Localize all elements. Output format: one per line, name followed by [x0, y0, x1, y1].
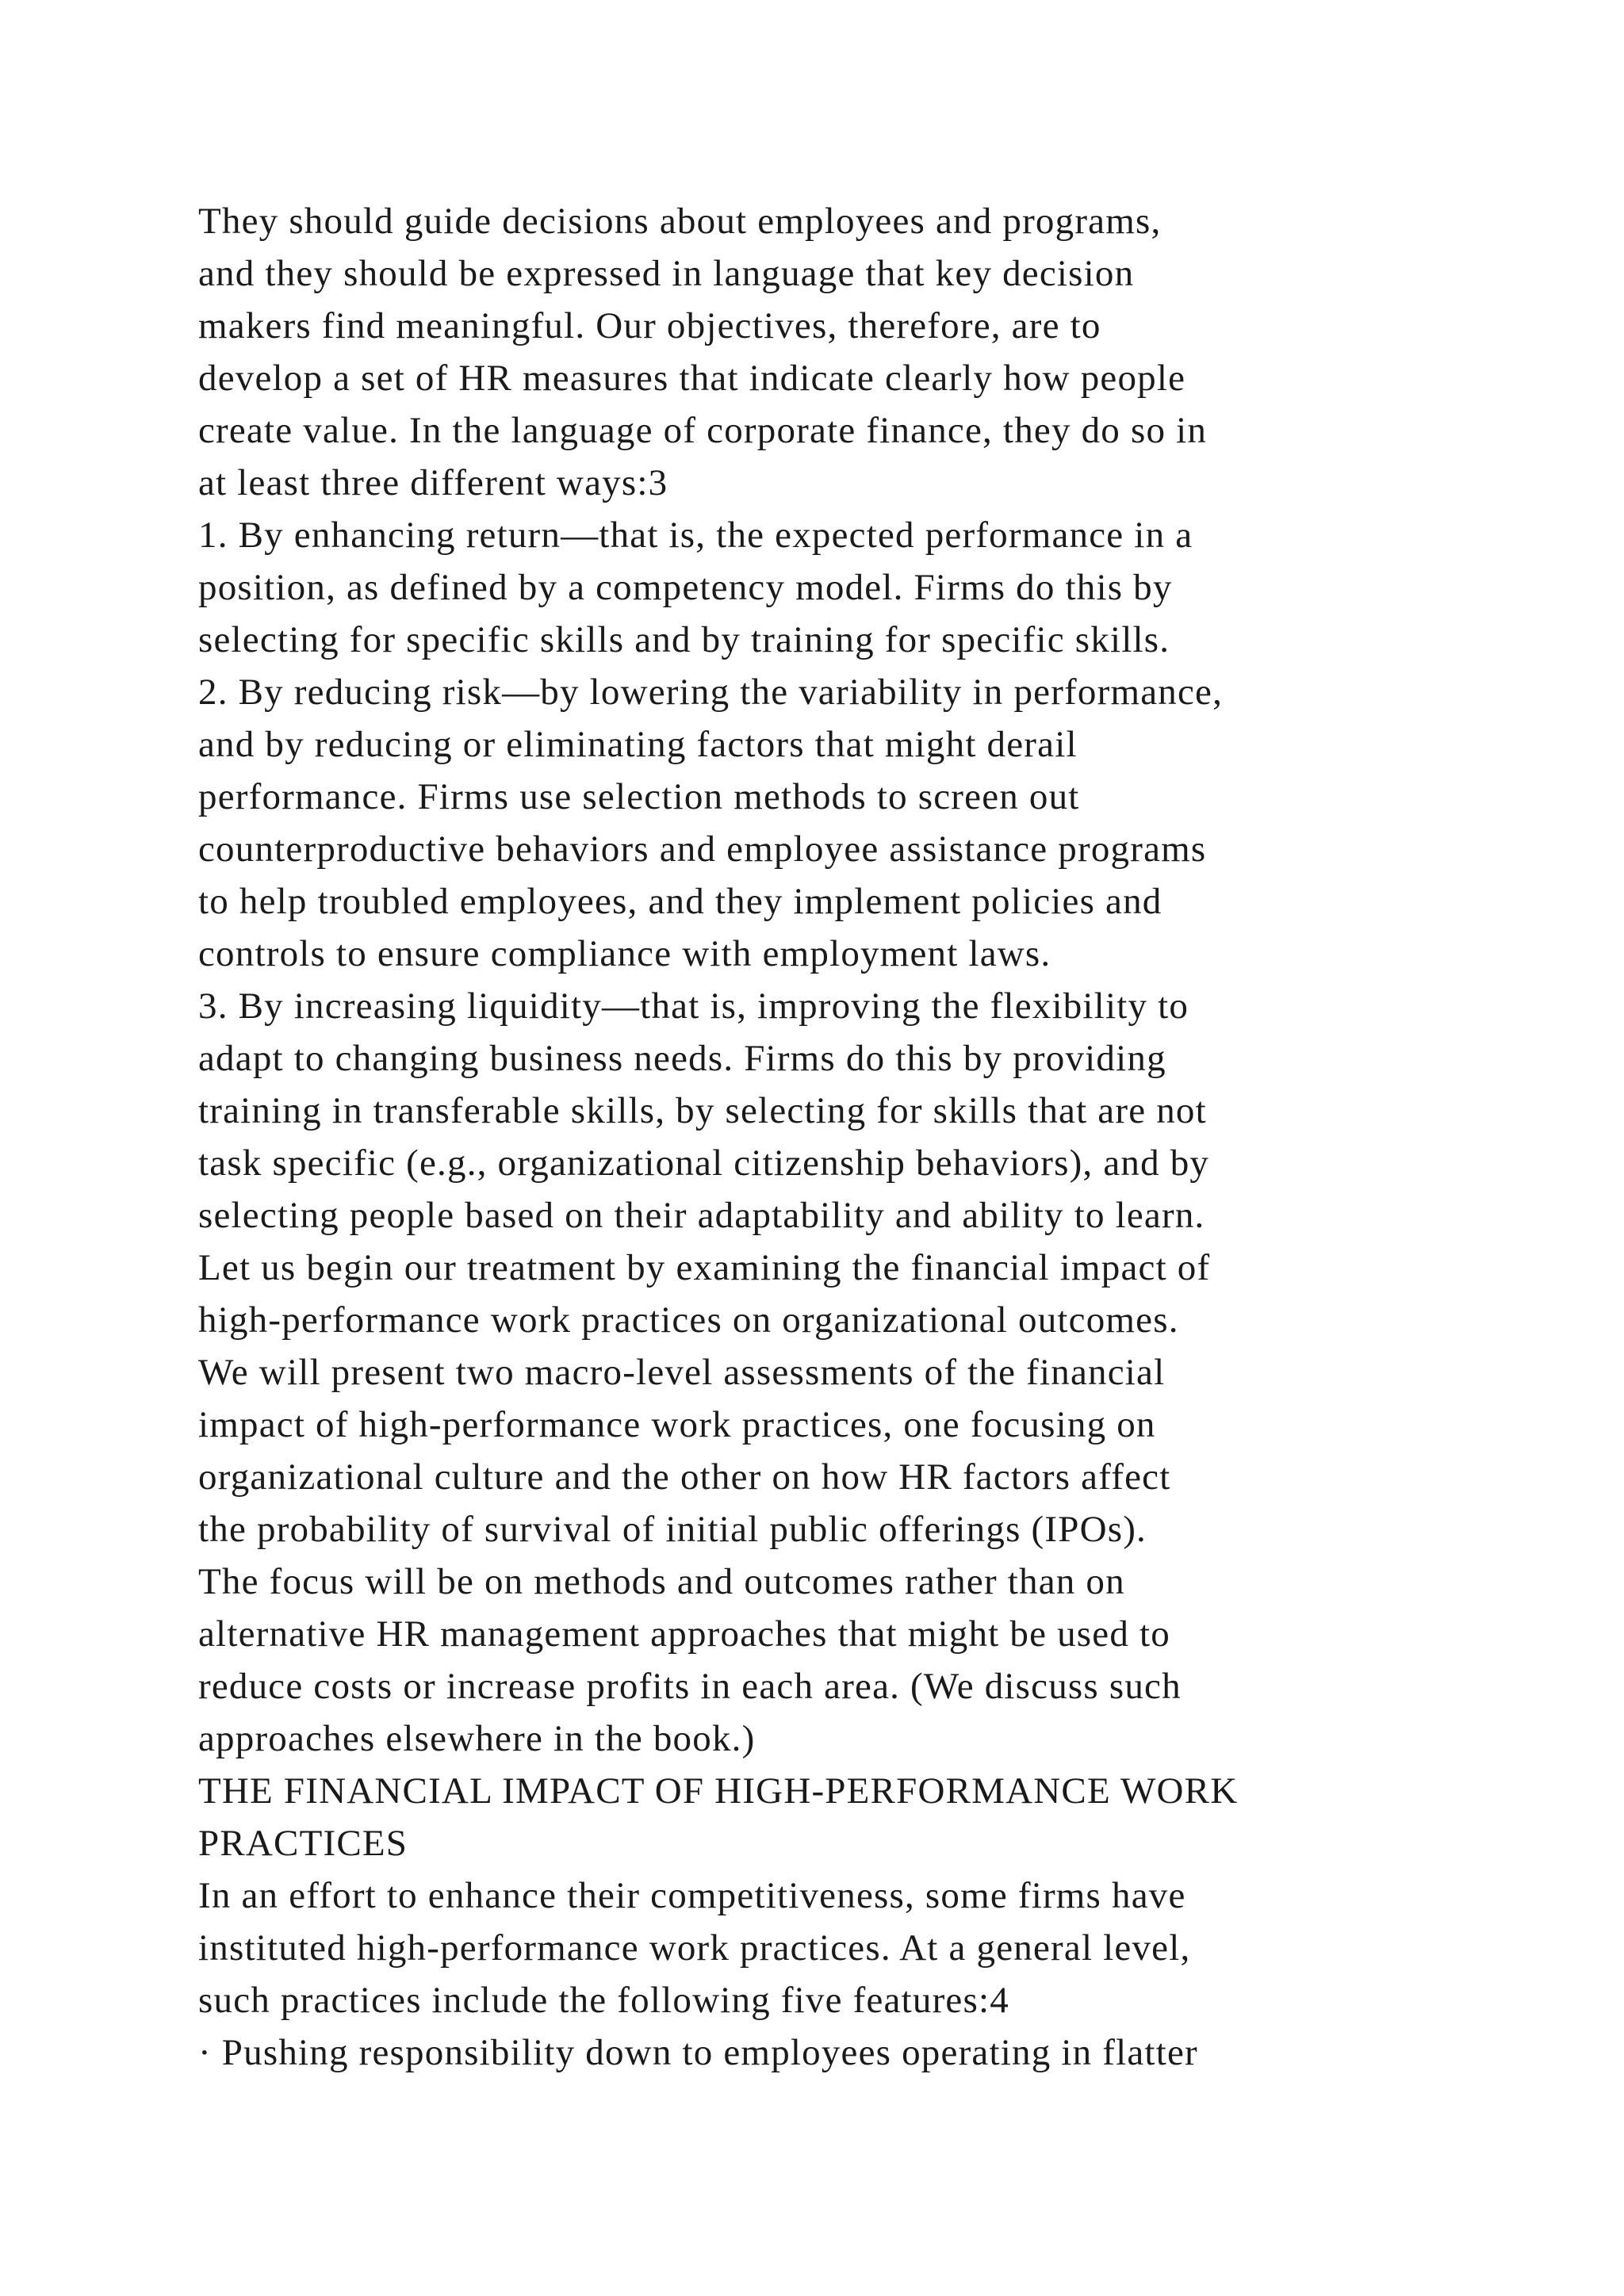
text-line: develop a set of HR measures that indicate clearly how people — [198, 358, 1186, 399]
text-line: alternative HR management approaches that might be used to — [198, 1613, 1170, 1655]
section-heading-line: THE FINANCIAL IMPACT OF HIGH-PERFORMANCE WORK — [198, 1770, 1239, 1812]
text-line: impact of high-performance work practices, one focusing on — [198, 1404, 1156, 1445]
list-item-line: counterproductive behaviors and employee assistance programs — [198, 828, 1207, 870]
list-item-line: controls to ensure compliance with employment laws. — [198, 933, 1051, 974]
list-item-line: position, as defined by a competency model. Firms do this by — [198, 567, 1173, 608]
list-item-line: training in transferable skills, by selecting for skills that are not — [198, 1090, 1207, 1131]
body-text — [198, 195, 1499, 2079]
list-item-line: 1. By enhancing return—that is, the expected performance in a — [198, 515, 1193, 556]
text-line: In an effort to enhance their competitiveness, some firms have — [198, 1875, 1186, 1916]
list-item-line: to help troubled employees, and they implement policies and — [198, 881, 1162, 922]
text-line: We will present two macro-level assessments of the financial — [198, 1352, 1166, 1393]
section-heading-line: PRACTICES — [198, 1823, 408, 1864]
text-line: and they should be expressed in language that key decision — [198, 253, 1135, 294]
list-item-line: 2. By reducing risk—by lowering the variability in performance, — [198, 672, 1224, 713]
list-item-line: performance. Firms use selection methods to screen out — [198, 776, 1080, 817]
list-item-line: adapt to changing business needs. Firms do this by providing — [198, 1038, 1166, 1079]
list-item-line: task specific (e.g., organizational citizenship behaviors), and by — [198, 1142, 1210, 1184]
text-line: high-performance work practices on organizational outcomes. — [198, 1299, 1179, 1341]
text-line: makers find meaningful. Our objectives, therefore, are to — [198, 305, 1101, 346]
text-line: such practices include the following five features:4 — [198, 1980, 1009, 2021]
list-item-line: 3. By increasing liquidity—that is, improving the flexibility to — [198, 985, 1189, 1027]
bullet-line: · Pushing responsibility down to employees operating in flatter — [198, 2032, 1198, 2073]
text-line: reduce costs or increase profits in each area. (We discuss such — [198, 1666, 1182, 1707]
text-line: instituted high-performance work practices. At a general level, — [198, 1927, 1191, 1969]
text-line: approaches elsewhere in the book.) — [198, 1718, 756, 1759]
text-line: at least three different ways:3 — [198, 462, 668, 503]
text-line: organizational culture and the other on how HR factors affect — [198, 1456, 1171, 1498]
text-line: Let us begin our treatment by examining the financial impact of — [198, 1247, 1211, 1288]
text-line: They should guide decisions about employees and programs, — [198, 201, 1162, 242]
text-line: create value. In the language of corporate finance, they do so in — [198, 410, 1208, 451]
list-item-line: and by reducing or eliminating factors that might derail — [198, 724, 1078, 765]
list-item-line: selecting for specific skills and by training for specific skills. — [198, 619, 1170, 660]
list-item-line: selecting people based on their adaptability and ability to learn. — [198, 1195, 1205, 1236]
text-line: the probability of survival of initial public offerings (IPOs). — [198, 1509, 1147, 1550]
text-line: The focus will be on methods and outcomes rather than on — [198, 1561, 1125, 1602]
